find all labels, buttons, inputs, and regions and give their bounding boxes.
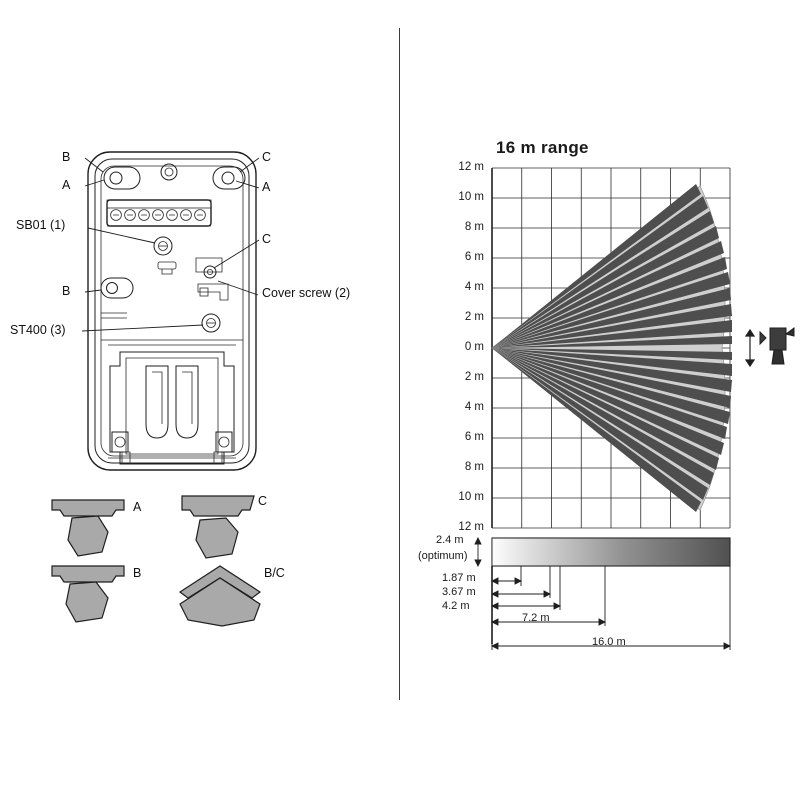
mount-option-bc-label: B/C (264, 566, 285, 580)
callout-b-top: B (62, 150, 71, 164)
ytick-4m-lower: 4 m (464, 401, 484, 413)
callout-b-left: B (62, 284, 71, 298)
mount-option-c-art (182, 496, 254, 558)
dim-16-0m: 16.0 m (592, 636, 626, 648)
coverage-chart (400, 0, 800, 800)
mount-option-a-label: A (133, 500, 142, 514)
callout-cover-screw: Cover screw (2) (262, 286, 351, 300)
mount-option-a-art (52, 500, 124, 556)
mount-option-b-art (52, 566, 124, 622)
ytick-12m-upper: 12 m (458, 161, 484, 173)
ytick-10m-lower: 10 m (458, 491, 484, 503)
callout-c-right: C (262, 232, 272, 246)
ytick-6m-upper: 6 m (464, 251, 484, 263)
device-panel (0, 0, 399, 800)
ytick-4m-upper: 4 m (464, 281, 484, 293)
dim-3-67m: 3.67 m (442, 586, 476, 598)
callout-sb01: SB01 (1) (16, 218, 66, 232)
dim-7-2m: 7.2 m (522, 612, 550, 624)
ytick-2m-upper: 2 m (464, 311, 484, 323)
dim-1-87m: 1.87 m (442, 572, 476, 584)
ytick-8m-lower: 8 m (464, 461, 484, 473)
ytick-0m: 0 m (464, 341, 484, 353)
mount-option-c-label: C (258, 494, 268, 508)
mount-option-bc-art (180, 566, 260, 626)
ytick-2m-lower: 2 m (464, 371, 484, 383)
detector-icon (746, 328, 794, 366)
ytick-12m-lower: 12 m (458, 521, 484, 533)
ytick-8m-upper: 8 m (464, 221, 484, 233)
callout-a-right: A (262, 180, 271, 194)
ytick-6m-lower: 6 m (464, 431, 484, 443)
device-drawing (0, 0, 399, 800)
ytick-10m-upper: 10 m (458, 191, 484, 203)
callout-a-top: A (62, 178, 71, 192)
callout-st400: ST400 (3) (10, 323, 66, 337)
mount-height-label: 2.4 m (436, 534, 464, 546)
mount-option-b-label: B (133, 566, 142, 580)
coverage-panel (400, 0, 800, 800)
chart-title: 16 m range (496, 138, 589, 157)
callout-c-top: C (262, 150, 272, 164)
mount-height-note: (optimum) (418, 550, 468, 562)
dim-4-2m: 4.2 m (442, 600, 470, 612)
